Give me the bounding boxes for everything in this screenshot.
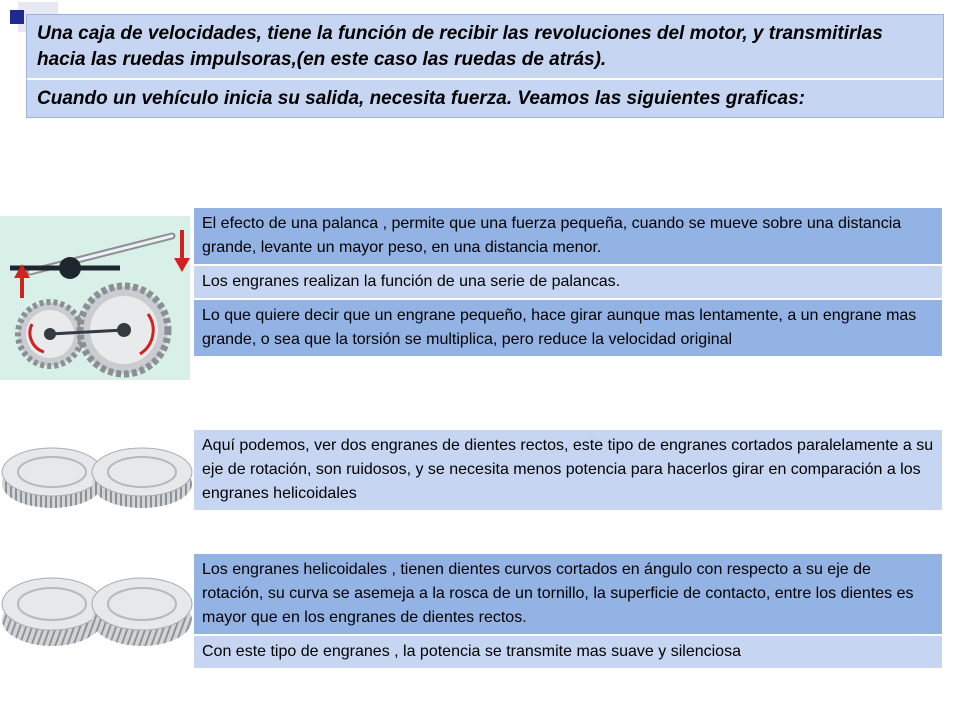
lever-explanation-table [194, 208, 942, 356]
spur-gears-table [194, 430, 942, 510]
torque-multiplication-text: Lo que quiere decir que un engrane pequeño, hace girar aunque mas lentamente, a un engrane mas grande, o sea que la torsión se multiplica, pero reduce la velocidad original [194, 298, 942, 356]
helical-gears-illustration [0, 564, 194, 652]
intro-paragraph-1: Una caja de velocidades, tiene la función de recibir las revoluciones del motor, y transmitirlas hacia las ruedas impulsoras,(en este caso las ruedas de atrás). [27, 15, 943, 78]
intro-table [26, 14, 944, 118]
lever-text: El efecto de una palanca , permite que una fuerza pequeña, cuando se mueve sobre una distancia grande, levante un mayor peso, en una distancia menor. [194, 208, 942, 264]
gears-as-levers-text: Los engranes realizan la función de una serie de palancas. [194, 264, 942, 298]
helical-gears-table [194, 554, 942, 668]
spur-gears-text: Aquí podemos, ver dos engranes de dientes rectos, este tipo de engranes cortados paralelamente a su eje de rotación, son ruidosos, y se necesita menos potencia para hacerlos girar en comparación a los engranes helicoidales [194, 430, 942, 510]
helical-gears-text: Los engranes helicoidales , tienen dientes curvos cortados en ángulo con respecto a su eje de rotación, su curva se asemeja a la rosca de un tornillo, la superficie de contacto, entre los dientes es mayor que en los engranes de dientes rectos. [194, 554, 942, 634]
intro-paragraph-2: Cuando un vehículo inicia su salida, necesita fuerza. Veamos las siguientes graficas: [27, 78, 943, 117]
smooth-transmission-text: Con este tipo de engranes , la potencia se transmite mas suave y silenciosa [194, 634, 942, 668]
corner-square-icon [10, 10, 24, 24]
lever-gears-illustration [0, 216, 190, 380]
spur-gears-illustration [0, 436, 194, 514]
